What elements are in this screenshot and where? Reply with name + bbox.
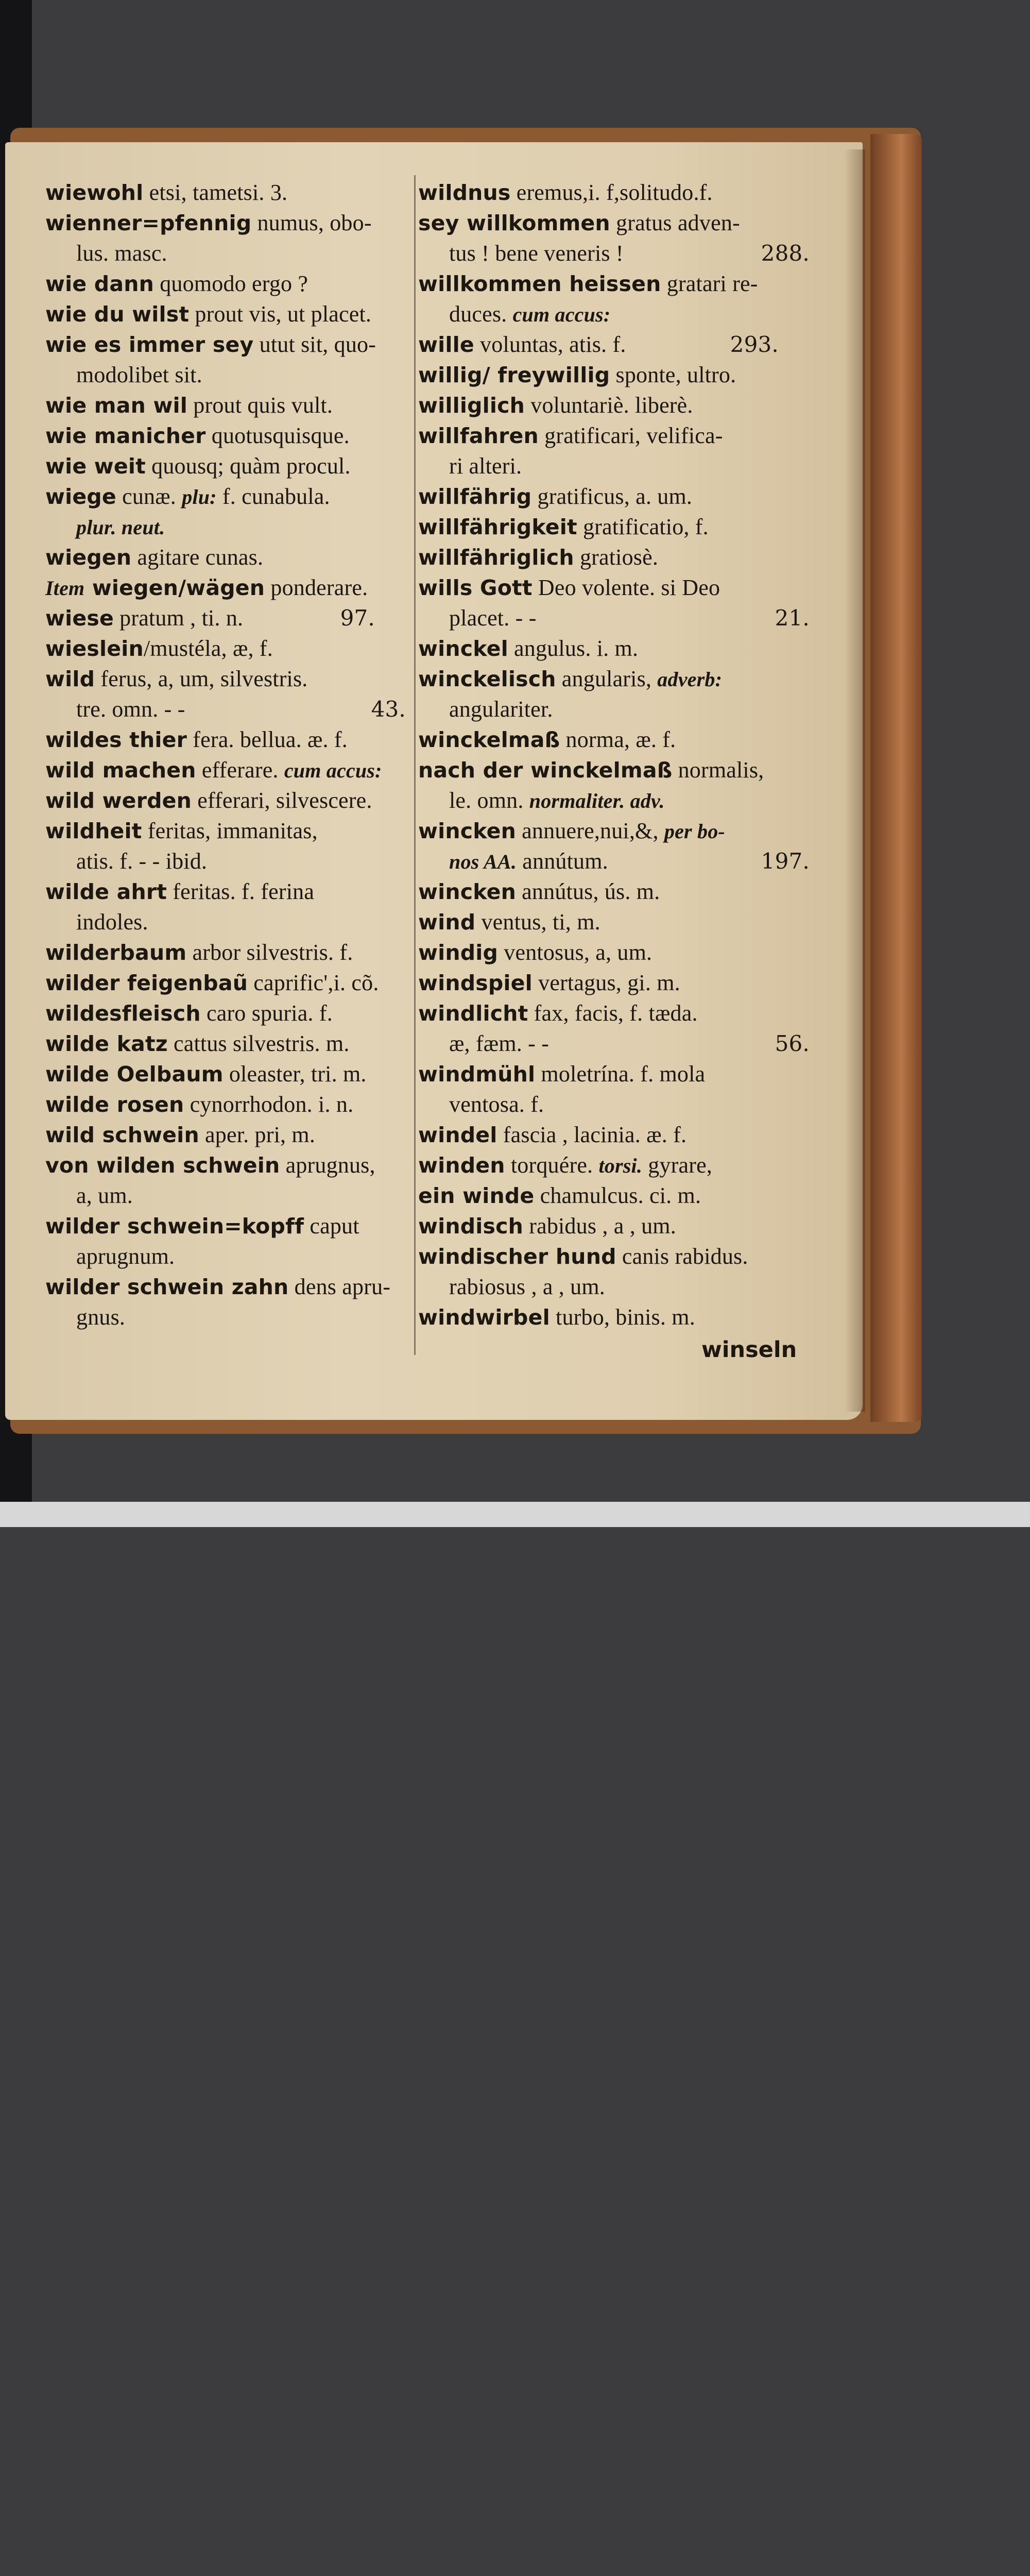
latin-gloss: efferari, silvescere.	[192, 788, 372, 813]
latin-gloss: vertagus, gi. m.	[532, 970, 680, 995]
dictionary-entry-line	[76, 239, 167, 268]
dictionary-entry-line	[76, 907, 148, 937]
german-headword: sey willkommen	[418, 211, 610, 235]
latin-gloss: duces.	[449, 301, 513, 327]
latin-gloss: aper. pri, m.	[199, 1122, 316, 1147]
german-headword: wilder schwein zahn	[45, 1275, 289, 1299]
grammar-note: plur. neut.	[76, 516, 165, 539]
german-headword: wild schwein	[45, 1123, 199, 1147]
german-headword: willkommen heissen	[418, 272, 661, 296]
german-headword: willfähriglich	[418, 545, 574, 570]
latin-gloss: gratus adven-	[610, 210, 740, 235]
german-headword: wild werden	[45, 788, 192, 813]
latin-gloss: pratum , ti. n.	[113, 605, 244, 631]
latin-gloss: quotusquisque.	[205, 423, 350, 448]
dictionary-entry-line	[418, 1181, 701, 1211]
latin-gloss: gratari re-	[661, 271, 758, 296]
dictionary-entry-line	[449, 239, 810, 268]
dictionary-entry-line	[45, 573, 368, 603]
dictionary-entry-line	[449, 786, 665, 816]
german-headword: wincken	[418, 879, 516, 904]
latin-gloss: ventosa. f.	[449, 1092, 544, 1117]
latin-gloss: caro spuria. f.	[200, 1001, 333, 1026]
dictionary-entry-line	[418, 725, 676, 755]
grammar-note: normaliter. adv.	[529, 789, 665, 812]
german-headword: windel	[418, 1123, 497, 1147]
latin-gloss: dens apru-	[288, 1274, 391, 1299]
latin-gloss: voluntas, atis. f.	[474, 332, 626, 357]
grammar-note: cum accus:	[284, 759, 382, 782]
latin-gloss: angularis,	[556, 666, 658, 691]
dictionary-entry-line	[45, 725, 348, 755]
latin-gloss: ventosus, a, um.	[498, 940, 653, 965]
dictionary-entry-line	[418, 208, 740, 238]
catchword: winseln	[701, 1337, 797, 1363]
latin-gloss: angulus. i. m.	[508, 636, 639, 661]
latin-gloss: fascia , lacinia. æ. f.	[497, 1122, 687, 1147]
german-headword: winckelmaß	[418, 727, 560, 752]
dictionary-entry-line	[76, 360, 202, 390]
dictionary-entry-line	[45, 755, 382, 785]
latin-gloss: f. cunabula.	[216, 484, 330, 509]
latin-gloss: prout vis, ut placet.	[189, 301, 372, 327]
dictionary-entry-line	[449, 694, 553, 724]
latin-gloss: annútum.	[517, 849, 608, 874]
grammar-note: nos AA.	[449, 850, 517, 873]
dictionary-entry-line	[418, 1120, 686, 1150]
german-headword: windisch	[418, 1214, 524, 1239]
german-headword: wie dann	[45, 272, 154, 296]
dictionary-entry-line	[418, 907, 600, 937]
german-headword: wie es immer sey	[45, 332, 254, 357]
german-headword: wilder schwein=kopff	[45, 1214, 304, 1239]
latin-gloss: gratificari, velifica-	[538, 423, 723, 448]
page-reference: 288.	[761, 241, 810, 266]
german-headword: williglich	[418, 393, 525, 418]
german-headword: wiegen	[45, 545, 132, 570]
latin-gloss: ponderare.	[265, 575, 368, 600]
german-headword: wilde katz	[45, 1031, 168, 1056]
latin-gloss: feritas, immanitas,	[142, 818, 318, 843]
latin-gloss: norma, æ. f.	[560, 727, 676, 752]
german-headword: windig	[418, 940, 499, 965]
dictionary-entry-line	[418, 269, 758, 299]
latin-gloss: placet. - -	[449, 605, 537, 631]
dictionary-entry-line	[45, 786, 372, 816]
german-headword: willig/ freywillig	[418, 363, 610, 387]
page-reference: 197.	[761, 849, 810, 874]
dictionary-entry-line	[45, 664, 308, 694]
german-headword: wie du wilst	[45, 302, 190, 327]
german-headword: wieslein	[45, 636, 144, 661]
dictionary-entry-line	[418, 1059, 705, 1089]
latin-gloss: moletrína. f. mola	[535, 1061, 706, 1087]
dictionary-entry-line	[418, 755, 764, 785]
latin-gloss: annuere,nui,&,	[516, 818, 664, 843]
german-headword: wild	[45, 667, 95, 691]
german-headword: wild machen	[45, 758, 196, 783]
german-headword: wind	[418, 910, 476, 935]
dictionary-entry-line	[76, 694, 406, 724]
dictionary-entry-line	[449, 299, 610, 329]
german-headword: winckelisch	[418, 667, 556, 691]
latin-gloss: agitare cunas.	[131, 545, 264, 570]
dictionary-entry-line	[418, 816, 725, 846]
dictionary-entry-line	[418, 938, 652, 968]
dictionary-entry-line	[45, 968, 379, 998]
grammar-note: plu:	[182, 485, 217, 509]
latin-gloss: le. omn.	[449, 788, 529, 813]
dictionary-entry-line	[418, 330, 779, 360]
german-headword: wilde ahrt	[45, 879, 167, 904]
dictionary-entry-line	[449, 846, 810, 876]
page-reference: 293.	[730, 332, 779, 357]
latin-gloss: torquére.	[505, 1153, 599, 1178]
dictionary-entry-line	[418, 634, 638, 664]
dictionary-entry-line	[449, 1029, 810, 1059]
latin-gloss: quomodo ergo ?	[154, 271, 308, 296]
page-reference: 97.	[340, 605, 375, 631]
dictionary-entry-line	[418, 360, 736, 390]
latin-gloss: rabidus , a , um.	[523, 1213, 676, 1239]
dictionary-entry-line	[418, 1150, 712, 1180]
german-headword: wiewohl	[45, 180, 144, 205]
german-headword: wiese	[45, 606, 114, 631]
dictionary-entry-line	[418, 664, 722, 694]
latin-gloss: arbor silvestris. f.	[186, 940, 353, 965]
latin-gloss: angulariter.	[449, 697, 553, 722]
dictionary-entry-line	[76, 846, 207, 876]
dictionary-entry-line	[45, 1059, 367, 1089]
dictionary-entry-line	[449, 1090, 544, 1120]
dictionary-entry-line	[45, 1150, 375, 1180]
german-headword: wiege	[45, 484, 116, 509]
dictionary-entry-line	[418, 998, 698, 1028]
page-reference: 43.	[371, 697, 406, 722]
dictionary-entry-line	[418, 877, 660, 907]
latin-gloss: turbo, binis. m.	[550, 1304, 695, 1330]
dictionary-entry-line	[45, 178, 287, 208]
dictionary-entry-line	[45, 208, 372, 238]
german-headword: wildesfleisch	[45, 1001, 201, 1026]
latin-gloss: ventus, ti, m.	[475, 909, 600, 935]
dictionary-entry-line	[449, 451, 522, 481]
latin-gloss: oleaster, tri. m.	[223, 1061, 367, 1087]
grammar-note: adverb:	[657, 668, 723, 691]
dictionary-entry-line	[45, 482, 330, 512]
german-headword: wildnus	[418, 180, 511, 205]
dictionary-entry-line	[45, 603, 375, 633]
german-headword: ein winde	[418, 1183, 535, 1208]
dictionary-entry-line	[45, 391, 333, 420]
german-headword: wilde Oelbaum	[45, 1062, 224, 1087]
german-headword: winckel	[418, 636, 508, 661]
dictionary-entry-line	[45, 1272, 390, 1302]
latin-gloss: gratiosè.	[574, 545, 659, 570]
latin-gloss: ferus, a, um, silvestris.	[95, 666, 308, 691]
latin-gloss: modolibet sit.	[76, 362, 202, 387]
german-headword: wildes thier	[45, 727, 187, 752]
dictionary-entry-line	[418, 391, 693, 420]
german-headword: willfahren	[418, 423, 539, 448]
latin-gloss: prout quis vult.	[187, 393, 333, 418]
latin-gloss: Deo volente. si Deo	[532, 575, 720, 600]
latin-gloss: rabiosus , a , um.	[449, 1274, 606, 1299]
page-reference: 21.	[775, 605, 810, 631]
page-gutter-shadow	[845, 149, 865, 1412]
dictionary-entry-line	[45, 1211, 359, 1241]
german-headword: wincken	[418, 819, 516, 843]
dictionary-entry-line	[418, 482, 692, 512]
latin-gloss: caprific',i. cõ.	[248, 970, 379, 995]
german-headword: wilder feigenbaũ	[45, 971, 248, 995]
dictionary-entry-line	[45, 1120, 315, 1150]
german-headword: winden	[418, 1153, 505, 1178]
latin-gloss: aprugnum.	[76, 1244, 175, 1269]
german-headword: wilderbaum	[45, 940, 187, 965]
latin-gloss: gratificatio, f.	[577, 514, 709, 539]
german-headword: windlicht	[418, 1001, 528, 1026]
dictionary-entry-line	[418, 543, 658, 572]
latin-gloss: gratificus, a. um.	[531, 484, 693, 509]
latin-gloss: æ, fæm. - -	[449, 1031, 550, 1056]
dictionary-entry-line	[45, 421, 350, 451]
dictionary-entry-line	[45, 269, 308, 299]
dictionary-entry-line	[45, 816, 318, 846]
grammar-note: torsi.	[598, 1154, 643, 1177]
dictionary-entry-line	[45, 330, 376, 360]
latin-gloss: quousq; quàm procul.	[145, 453, 351, 479]
german-headword: wiegen/wägen	[84, 575, 265, 600]
dictionary-entry-line	[76, 1302, 125, 1332]
latin-gloss: cunæ.	[116, 484, 182, 509]
german-headword: windmühl	[418, 1062, 536, 1087]
german-headword: windwirbel	[418, 1305, 550, 1330]
dictionary-entry-line	[45, 634, 273, 664]
german-headword: willfährig	[418, 484, 532, 509]
latin-gloss: caput	[304, 1213, 359, 1239]
dictionary-entry-line	[418, 512, 709, 542]
page-reference: 56.	[775, 1031, 810, 1056]
dictionary-entry-line	[45, 938, 353, 968]
german-headword: wienner=pfennig	[45, 211, 252, 235]
dictionary-entry-line	[418, 573, 720, 603]
latin-gloss: gyrare,	[642, 1153, 712, 1178]
latin-gloss: aprugnus,	[280, 1153, 375, 1178]
latin-gloss: fax, facis, f. tæda.	[528, 1001, 698, 1026]
dictionary-entry-line	[449, 603, 810, 633]
dictionary-entry-line	[76, 1242, 175, 1272]
latin-gloss: eremus,i. f,solitudo.f.	[510, 180, 713, 205]
dictionary-entry-line	[45, 299, 371, 329]
dictionary-entry-line	[418, 421, 723, 451]
latin-gloss: canis rabidus.	[616, 1244, 748, 1269]
latin-gloss: chamulcus. ci. m.	[534, 1183, 701, 1208]
latin-gloss: lus. masc.	[76, 241, 167, 266]
latin-gloss: feritas. f. ferina	[167, 879, 315, 904]
dictionary-entry-line	[418, 1211, 676, 1241]
dictionary-entry-line	[45, 1090, 353, 1120]
latin-gloss: indoles.	[76, 909, 148, 935]
latin-gloss: a, um.	[76, 1183, 133, 1208]
dictionary-entry-line	[76, 512, 165, 542]
latin-gloss: utut sit, quo-	[253, 332, 376, 357]
latin-gloss: fera. bellua. æ. f.	[187, 727, 348, 752]
latin-gloss: numus, obo-	[251, 210, 372, 235]
grammar-note: Item	[45, 577, 85, 600]
german-headword: nach der winckelmaß	[418, 758, 673, 783]
german-headword: von wilden schwein	[45, 1153, 280, 1178]
grammar-note: cum accus:	[512, 303, 611, 326]
latin-gloss: tus ! bene veneris !	[449, 241, 624, 266]
german-headword: wie man wil	[45, 393, 188, 418]
german-headword: wilde rosen	[45, 1092, 184, 1117]
dictionary-entry-line	[45, 877, 314, 907]
dictionary-entry-line	[45, 451, 351, 481]
grammar-note: per bo-	[664, 820, 725, 843]
column-divider	[414, 175, 416, 1355]
dictionary-entry-line	[418, 1242, 748, 1272]
german-headword: windischer hund	[418, 1244, 616, 1269]
dictionary-entry-line	[418, 1302, 695, 1332]
latin-gloss: atis. f. - - ibid.	[76, 849, 208, 874]
latin-gloss: /mustéla, æ, f.	[143, 636, 273, 661]
latin-gloss: tre. omn. - -	[76, 697, 185, 722]
dictionary-entry-line	[418, 178, 713, 208]
dictionary-entry-line	[76, 1181, 133, 1211]
dictionary-entry-line	[45, 543, 263, 572]
dictionary-entry-line	[449, 1272, 605, 1302]
german-headword: windspiel	[418, 971, 533, 995]
latin-gloss: gnus.	[76, 1304, 126, 1330]
german-headword: wie weit	[45, 454, 146, 479]
latin-gloss: cattus silvestris. m.	[167, 1031, 350, 1056]
german-headword: willfährigkeit	[418, 515, 577, 539]
latin-gloss: ri alteri.	[449, 453, 522, 479]
dictionary-entry-line	[418, 968, 680, 998]
viewer-bottom-strip	[0, 1502, 1030, 1527]
latin-gloss: voluntariè. liberè.	[525, 393, 693, 418]
latin-gloss: cynorrhodon. i. n.	[184, 1092, 354, 1117]
latin-gloss: normalis,	[672, 757, 764, 783]
german-headword: wille	[418, 332, 474, 357]
german-headword: wie manicher	[45, 423, 206, 448]
latin-gloss: efferare.	[196, 757, 284, 783]
latin-gloss: etsi, tametsi. 3.	[143, 180, 288, 205]
latin-gloss: annútus, ús. m.	[516, 879, 660, 904]
dictionary-entry-line	[45, 998, 333, 1028]
german-headword: wildheit	[45, 819, 142, 843]
dictionary-entry-line	[45, 1029, 350, 1059]
german-headword: wills Gott	[418, 575, 533, 600]
book-cover-edge	[870, 134, 922, 1422]
latin-gloss: sponte, ultro.	[610, 362, 736, 387]
